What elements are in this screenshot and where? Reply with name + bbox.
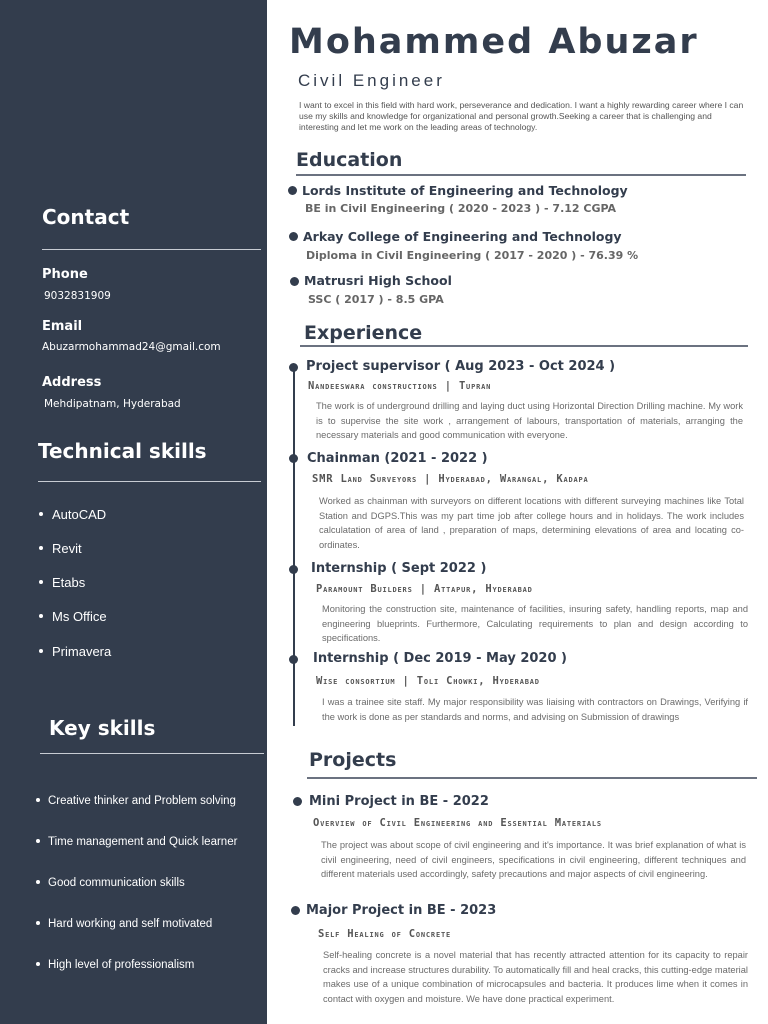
technical-skill-item: AutoCAD	[39, 507, 106, 522]
project-dot-icon	[293, 797, 302, 806]
education-degree: BE in Civil Engineering ( 2020 - 2023 ) - 7.12 CGPA	[305, 202, 617, 215]
job-title: Civil Engineer	[298, 71, 445, 90]
experience-role: Internship ( Dec 2019 - May 2020 )	[313, 651, 567, 666]
experience-role: Internship ( Sept 2022 )	[311, 561, 487, 576]
email-value: Abuzarmohammad24@gmail.com	[42, 341, 221, 353]
experience-timeline	[293, 367, 295, 726]
experience-description: Worked as chainman with surveyors on different locations with different surveying machines like Total Station and DGPS.This was my part time job after college hours and in holidays. The work includes calculatation of area of land , preparation of maps, determining elevations of area and locating co-ordinates.	[319, 496, 744, 550]
key-skill-item: Hard working and self motivated	[36, 918, 212, 930]
candidate-name: Mohammed Abuzar	[289, 22, 699, 62]
education-degree: Diploma in Civil Engineering ( 2017 - 2020 ) - 76.39 %	[306, 249, 639, 262]
education-degree: SSC ( 2017 ) - 8.5 GPA	[308, 293, 444, 306]
contact-divider	[42, 249, 261, 250]
summary-text: I want to excel in this field with hard work, perseverance and dedication. I want a highly rewarding career where I can use my skills and knowledge for organizational and personal growth.Seeking a career that is challenging and interesting and let me work on the leading areas of technology.	[299, 100, 744, 132]
bullet-icon	[39, 614, 43, 618]
bullet-icon	[36, 798, 40, 802]
education-heading: Education	[296, 149, 403, 171]
education-divider	[296, 174, 746, 176]
experience-description: The work is of underground drilling and laying duct using Horizontal Direction Drilling machine. My work is to supervise the site work , arrangement of labours, transportation of materials, arranging the necessary materials and good communication with everyone.	[316, 401, 743, 440]
technical-skill-item: Revit	[39, 541, 82, 556]
education-school: Lords Institute of Engineering and Technology	[302, 183, 628, 198]
experience-description: Monitoring the construction site, maintenance of facilities, insuring safety, handling reports, map and engineering blueprints. Furthermore, Calculating requirements to plan and design according to specifications.	[322, 604, 748, 643]
project-subtitle: Self Healing of Concrete	[318, 928, 451, 940]
key-skill-item: High level of professionalism	[36, 959, 194, 971]
sidebar	[0, 0, 267, 1024]
technical-skill-item: Ms Office	[39, 609, 107, 624]
phone-value: 9032831909	[44, 290, 111, 302]
timeline-dot-icon	[288, 186, 297, 195]
key-skills-heading: Key skills	[49, 716, 156, 740]
address-label: Address	[42, 375, 102, 390]
experience-description: I was a trainee site staff. My major responsibility was liaising with contractors on Drawings, Verifying if the work is done as per standards and norms, and advising on Submission of drawings	[322, 697, 748, 722]
technical-skills-divider	[38, 481, 261, 482]
experience-company: Paramount Builders | Attapur, Hyderabad	[316, 583, 533, 595]
bullet-icon	[39, 580, 43, 584]
timeline-dot-icon	[290, 277, 299, 286]
experience-company: Nandeeswara constructions | Tupran	[308, 380, 492, 392]
bullet-icon	[36, 839, 40, 843]
address-value: Mehdipatnam, Hyderabad	[44, 398, 181, 410]
timeline-dot-icon	[289, 232, 298, 241]
projects-heading: Projects	[309, 749, 397, 771]
project-title: Mini Project in BE - 2022	[309, 794, 489, 809]
timeline-dot-icon	[289, 565, 298, 574]
technical-skill-item: Etabs	[39, 575, 85, 590]
project-dot-icon	[291, 906, 300, 915]
phone-label: Phone	[42, 267, 88, 282]
experience-divider	[300, 345, 748, 347]
experience-company: Wise consortium | Toli Chowki, Hyderabad	[316, 675, 540, 687]
key-skill-item: Creative thinker and Problem solving	[36, 795, 236, 807]
project-description: Self-healing concrete is a novel material that has recently attracted attention for its capacity to repair cracks and increase structures durability. To automatically fill and heal cracks, this cutting-edge material makes use of a unique combination of microcapsules and bacteria. It produces lime when it comes in contact with oxygen and moisture. We have done practical experiment.	[323, 950, 748, 1004]
project-subtitle: Overview of Civil Engineering and Essential Materials	[313, 817, 602, 829]
project-description: The project was about scope of civil engineering and it's importance. It was brief explanation of what is civil engineering, need of civil engineers, specifications in civil engineering, different techniques and different materials used accordingly, safety precautions and major aspects of civil engineering.	[321, 840, 746, 879]
technical-skills-heading: Technical skills	[38, 439, 207, 463]
bullet-icon	[39, 546, 43, 550]
experience-role: Project supervisor ( Aug 2023 - Oct 2024 )	[306, 359, 616, 374]
timeline-dot-icon	[289, 454, 298, 463]
key-skill-item: Time management and Quick learner	[36, 836, 237, 848]
bullet-icon	[36, 880, 40, 884]
project-title: Major Project in BE - 2023	[306, 903, 497, 918]
bullet-icon	[39, 512, 43, 516]
key-skills-divider	[40, 753, 264, 754]
email-label: Email	[42, 319, 83, 334]
bullet-icon	[39, 649, 43, 653]
projects-divider	[307, 777, 757, 779]
experience-role: Chainman (2021 - 2022 )	[307, 451, 488, 466]
technical-skill-item: Primavera	[39, 644, 111, 659]
contact-heading: Contact	[42, 205, 130, 229]
bullet-icon	[36, 921, 40, 925]
timeline-dot-icon	[289, 363, 298, 372]
education-school: Matrusri High School	[304, 273, 452, 288]
bullet-icon	[36, 962, 40, 966]
experience-heading: Experience	[304, 322, 423, 344]
timeline-dot-icon	[289, 655, 298, 664]
key-skill-item: Good communication skills	[36, 877, 185, 889]
education-school: Arkay College of Engineering and Technology	[303, 229, 622, 244]
experience-company: SMR Land Surveyors | Hyderabad, Warangal, Kadapa	[312, 473, 589, 485]
